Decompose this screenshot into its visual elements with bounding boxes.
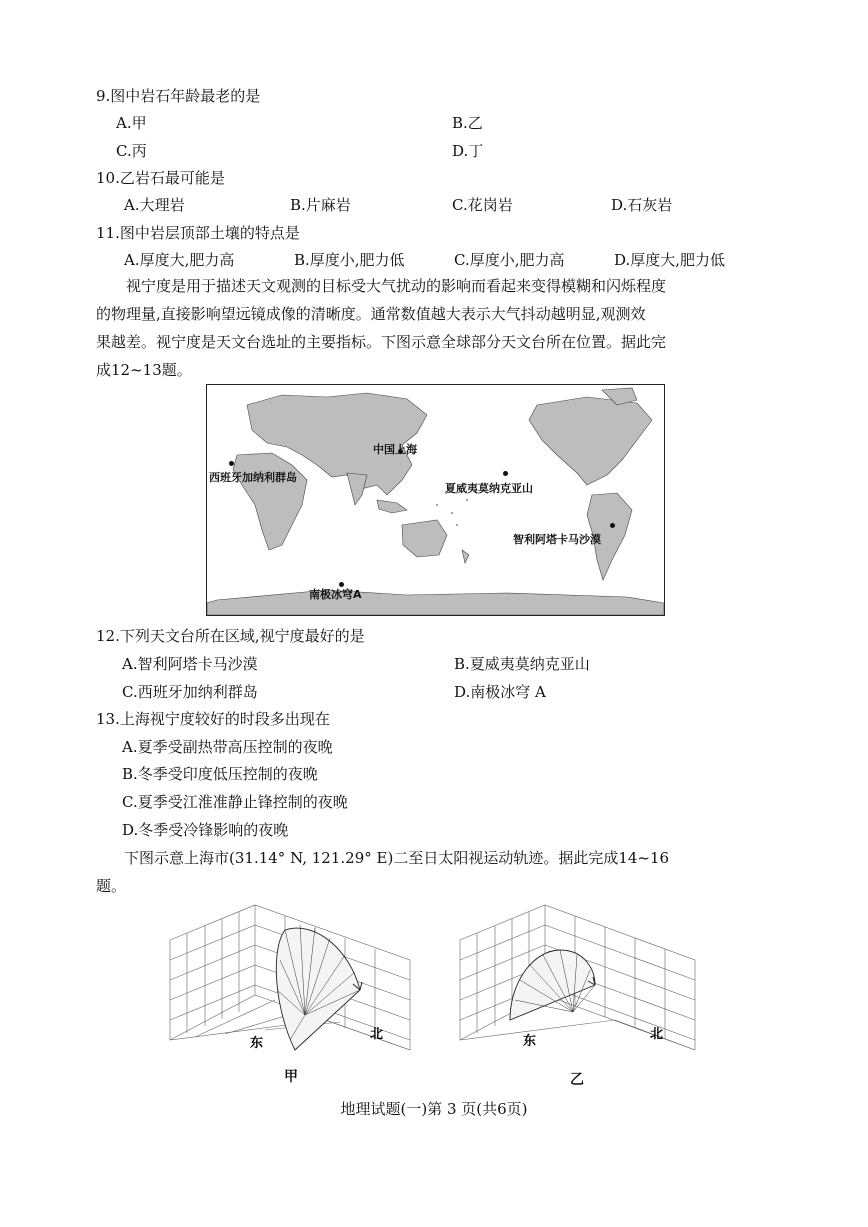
antarctica-landmass xyxy=(207,590,664,615)
africa-landmass xyxy=(233,453,307,550)
passage-line: 的物理量,直接影响望远镜成像的清晰度。通常数值越大表示大气抖动越明显,观测效 xyxy=(96,305,646,323)
new-zealand-landmass xyxy=(462,550,469,563)
q9-stem: 9.图中岩石年龄最老的是 xyxy=(96,87,261,105)
q10-stem: 10.乙岩石最可能是 xyxy=(96,169,225,187)
north-label-jia: 北 xyxy=(370,1027,384,1042)
figure-caption-jia: 甲 xyxy=(284,1069,298,1085)
q10-option-a: A.大理岩 xyxy=(124,196,185,214)
q12-stem: 12.下列天文台所在区域,视宁度最好的是 xyxy=(96,627,365,645)
sun-path-3d-box-yi xyxy=(455,900,700,1065)
q10-option-b: B.片麻岩 xyxy=(290,196,351,214)
sun-path-figure-yi xyxy=(455,900,700,1065)
figure-caption-yi: 乙 xyxy=(570,1072,584,1088)
q11-option-d: D.厚度大,肥力低 xyxy=(614,251,726,269)
passage-line: 果越差。视宁度是天文台选址的主要指标。下图示意全球部分天文台所在位置。据此完 xyxy=(96,333,667,351)
east-label-yi: 东 xyxy=(523,1034,537,1049)
canary-label: 西班牙加纳利群岛 xyxy=(209,471,297,484)
q13-option-d: D.冬季受冷锋影响的夜晚 xyxy=(122,821,289,839)
q11-option-c: C.厚度小,肥力高 xyxy=(454,251,565,269)
page-footer: 地理试题(一)第 3 页(共6页) xyxy=(340,1100,528,1118)
q9-option-c: C.丙 xyxy=(116,142,147,160)
seeing-passage xyxy=(96,272,762,384)
q10-option-d: D.石灰岩 xyxy=(611,196,673,214)
passage-line: 视宁度是用于描述天文观测的目标受大气扰动的影响而看起来变得模糊和闪烁程度 xyxy=(126,277,667,295)
sun-path-passage-line1: 下图示意上海市(31.14° N, 121.29° E)二至日太阳视运动轨迹。据此完成14~16 xyxy=(124,849,670,867)
dome-a-label: 南极冰穹A xyxy=(309,588,362,601)
se-asia-islands xyxy=(377,500,407,513)
sun-path-3d-box-jia xyxy=(165,900,415,1065)
q11-stem: 11.图中岩层顶部土壤的特点是 xyxy=(96,224,300,242)
q12-option-b: B.夏威夷莫纳克亚山 xyxy=(454,655,590,673)
sun-path-passage-line2: 题。 xyxy=(96,877,127,895)
q13-option-c: C.夏季受江淮准静止锋控制的夜晚 xyxy=(122,793,348,811)
q12-option-a: A.智利阿塔卡马沙漠 xyxy=(122,655,258,673)
australia-landmass xyxy=(402,520,447,557)
q12-option-d: D.南极冰穹 A xyxy=(454,683,546,701)
india-landmass xyxy=(347,473,367,505)
north-america-landmass xyxy=(529,397,652,485)
shanghai-label: 中国上海 xyxy=(373,443,417,456)
q13-option-a: A.夏季受副热带高压控制的夜晚 xyxy=(122,738,333,756)
world-map-graphic xyxy=(207,385,664,615)
q11-option-b: B.厚度小,肥力低 xyxy=(294,251,405,269)
q12-option-c: C.西班牙加纳利群岛 xyxy=(122,683,258,701)
passage-line: 成12~13题。 xyxy=(96,361,192,379)
atacama-label: 智利阿塔卡马沙漠 xyxy=(513,533,601,546)
q11-option-a: A.厚度大,肥力高 xyxy=(124,251,235,269)
mauna-kea-label: 夏威夷莫纳克亚山 xyxy=(445,482,533,495)
q9-option-b: B.乙 xyxy=(452,114,483,132)
q10-option-c: C.花岗岩 xyxy=(452,196,513,214)
world-observatory-map xyxy=(206,384,665,616)
mauna-kea-marker xyxy=(503,471,508,476)
q9-option-d: D.丁 xyxy=(452,142,484,160)
sun-path-figure-jia xyxy=(165,900,415,1065)
q13-option-b: B.冬季受印度低压控制的夜晚 xyxy=(122,765,318,783)
canary-marker xyxy=(229,461,234,466)
q9-option-a: A.甲 xyxy=(116,114,147,132)
q13-stem: 13.上海视宁度较好的时段多出现在 xyxy=(96,710,330,728)
north-label-yi: 北 xyxy=(650,1027,664,1042)
atacama-marker xyxy=(610,523,615,528)
east-label-jia: 东 xyxy=(250,1036,264,1051)
